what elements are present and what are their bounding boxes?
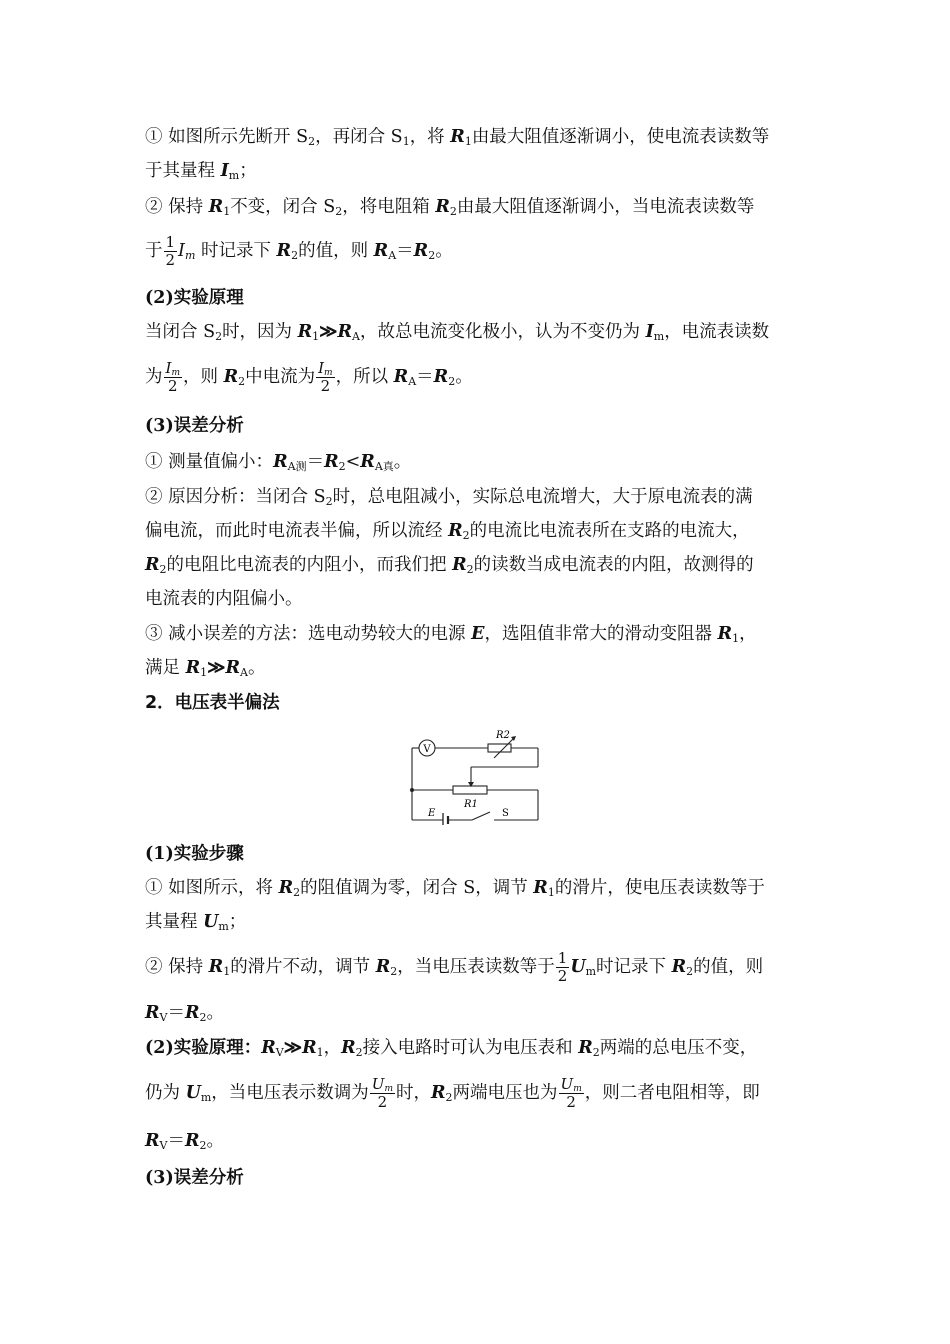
error-line7: 满足 $R_1≫R_A$。	[145, 658, 266, 679]
fraction-im-over-2b: $\frac{I_m}{2}$	[318, 359, 333, 395]
section2-title: 2．电压表半偏法	[145, 693, 280, 713]
s2-step1-line1: ① 如图所示，将 $R_2$的阻值调为零，闭合 S，调节 $R_1$的滑片，使电压表读数等于	[145, 878, 765, 899]
steps-heading: (1)实验步骤	[145, 844, 244, 864]
error-line4: $R_2$的电阻比电流表的内阻小，而我们把 $R_2$的读数当成电流表的内阻，故测得的	[145, 555, 754, 576]
step2-line1: ② 保持 $R_1$不变，闭合 $S_2$，将电阻箱 $R_2$由最大阻值逐渐调小，当电流表读数等	[145, 197, 755, 218]
r2-label: R2	[496, 730, 510, 741]
s2-step1-line2: 其量程 $U_m$；	[145, 912, 247, 933]
emf-label: E	[428, 808, 436, 819]
error-line1: ① 测量值偏小：$R_{A测}=R_2<R_{A真}$。	[145, 452, 412, 473]
s2-step2-line2: $R_V=R_2$。	[145, 1003, 225, 1024]
fraction-half-2: $\frac{1}{2}$	[557, 949, 568, 985]
error-line2: ② 原因分析：当闭合 $S_2$时，总电阻减小，实际总电流增大，大于原电流表的满	[145, 487, 753, 508]
fraction-um-over-2b: $\frac{U_m}{2}$	[560, 1075, 582, 1111]
step1-line2: 于其量程 $I_m$；	[145, 161, 257, 182]
s2-principle-line1: (2)实验原理：$R_V≫R_1$，$R_2$接入电路时可认为电压表和 $R_2$两端的总电压不变，	[145, 1038, 758, 1059]
step1-line1: ① 如图所示先断开 $S_2$，再闭合 $S_1$，将 $R_1$由最大阻值逐渐调小，使电流表读数等	[145, 127, 770, 148]
fraction-half: $\frac{1}{2}$	[165, 233, 176, 269]
voltmeter-label: V	[423, 744, 431, 755]
error-heading: (3)误差分析	[145, 416, 244, 436]
error-line3: 偏电流，而此时电流表半偏，所以流经 $R_2$的电流比电流表所在支路的电流大，	[145, 521, 750, 542]
error-line5: 电流表的内阻偏小。	[145, 589, 303, 609]
fraction-um-over-2: $\frac{U_m}{2}$	[371, 1075, 393, 1111]
s2-step2-line1: ② 保持 $R_1$的滑片不动，调节 $R_2$，当电压表读数等于 $\frac{1}{2}$ $U_m$时记录下 $R_2$的值，则	[145, 949, 764, 985]
s2-error-heading: (3)误差分析	[145, 1168, 244, 1188]
switch-blade	[472, 812, 490, 820]
principle-heading: (2)实验原理	[145, 288, 244, 308]
s2-principle-line3: $R_V=R_2$。	[145, 1131, 225, 1152]
principle-line1: 当闭合 $S_2$时，因为 $R_1≫R_A$，故总电流变化极小，认为不变仍为 $I_m$，电流表读数	[145, 322, 770, 343]
principle-line2: 为 $\frac{I_m}{2}$ ，则 $R_2$中电流为 $\frac{I_m}{2}$ ，所以 $R_A=R_2$。	[145, 359, 473, 395]
s2-principle-line2: 仍为 $U_m$，当电压表示数调为 $\frac{U_m}{2}$ 时，$R_2$两端电压也为 $\frac{U_m}{2}$ ，则二者电阻相等，即	[145, 1075, 760, 1111]
switch-label: S	[502, 808, 509, 819]
error-line6: ③ 减小误差的方法：选电动势较大的电源 E，选阻值非常大的滑动变阻器 $R_1$，	[145, 624, 757, 645]
junction-dot	[410, 788, 414, 792]
fraction-im-over-2: $\frac{I_m}{2}$	[165, 359, 180, 395]
step2-line2: 于 $\frac{1}{2}$ $I_m$ 时记录下 $R_2$的值，则 $R_A=R_2$。	[145, 233, 453, 269]
r1-label: R1	[464, 799, 478, 810]
voltmeter-half-deflection-circuit	[410, 727, 540, 825]
r1-resistor-box	[453, 786, 487, 794]
